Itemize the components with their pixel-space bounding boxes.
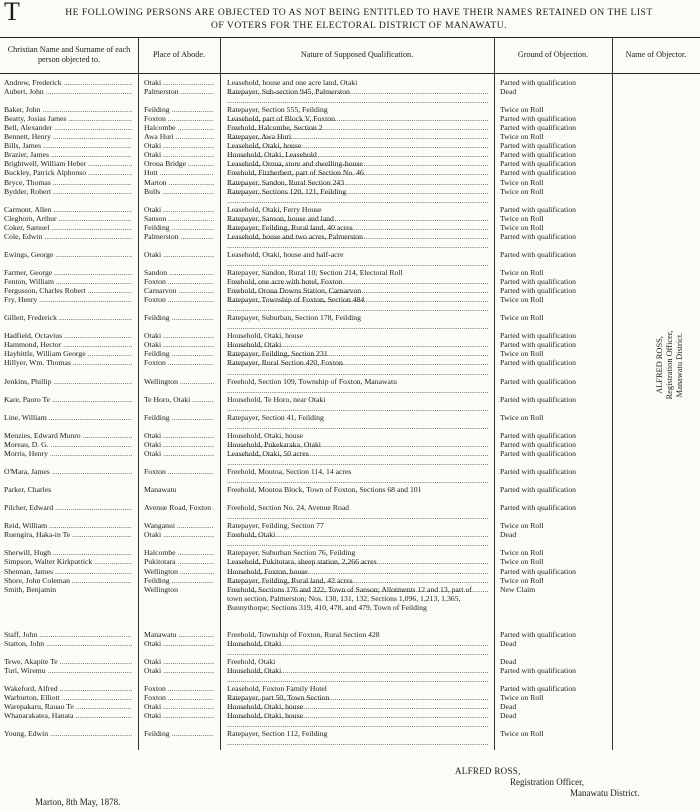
qualification: Freehold, Halcombe, Section 2 .....	[227, 123, 489, 141]
table-row	[0, 123, 700, 132]
qualification: Ratepayer, Township of Foxton, Section 484 .....	[227, 295, 489, 313]
ground-of-objection: Twice on Roll	[500, 729, 544, 739]
qualification: Leasehold, Otaki, Ferry House .....	[227, 205, 489, 223]
ground-of-objection: Parted with qualification	[500, 485, 577, 495]
ground-of-objection: Parted with qualification	[500, 566, 577, 576]
header-line-2: OF VOTERS FOR THE ELECTORAL DISTRICT OF MANAWATU.	[210, 20, 508, 31]
qualification: Freehold, one acre with hotel, Foxton .....	[227, 277, 489, 295]
person-name: Young, Edwin .....	[4, 729, 132, 738]
table-row	[0, 358, 700, 367]
person-name: Brazier, James .....	[4, 150, 132, 159]
person-name: Beatty, Josias James .....	[4, 114, 132, 123]
table-row	[0, 576, 700, 585]
qualification: Ratepayer, Sandon, Rural Section 243 .....	[227, 178, 489, 196]
person-name: Statton, John .....	[4, 639, 132, 648]
table-row	[0, 286, 700, 295]
person-name: Baker, John .....	[4, 105, 132, 114]
place-of-abode: Otaki .....	[144, 711, 214, 720]
place-of-abode: Otaki .....	[144, 141, 214, 150]
qualification: Leasehold, house and two acres, Palmerston .....	[227, 232, 489, 250]
ground-of-objection: Dead	[500, 711, 517, 721]
place-of-abode: Otaki .....	[144, 431, 214, 440]
ground-of-objection: Parted with qualification	[500, 503, 577, 513]
row-spacer	[0, 386, 700, 395]
qualification: Freehold, Sections 176 and 322, Town of Sanson; Allotments 12 and 13, part of town section, Palmerston; Nos. 130, 131, 132, Sections 1,096, 1,213, 1,365, Bunnythorpe; Sections 319, 410, 478, and 479, Town of Feilding	[227, 584, 472, 612]
qualification: Household, Otaki, house .....	[227, 331, 489, 349]
place-of-abode: Awa Huri .....	[144, 132, 214, 141]
ground-of-objection: Parted with qualification	[500, 430, 577, 440]
ground-of-objection: Parted with qualification	[500, 629, 577, 639]
qualification: Ratepayer, Sanson, house and land .....	[227, 214, 489, 232]
row-spacer	[0, 675, 700, 684]
qualification: Household, Otaki, Leasehold .....	[227, 150, 489, 168]
table-row	[0, 548, 700, 557]
table-row	[0, 159, 700, 168]
person-name: Coker, Samuel .....	[4, 223, 132, 232]
person-name: Warepakaru, Rauao Te .....	[4, 702, 132, 711]
qualification: Leasehold, part of Block V, Foxton .....	[227, 114, 489, 132]
person-name: Kare, Paoro Te .....	[4, 395, 132, 404]
place-of-abode: Otaki .....	[144, 702, 214, 711]
ground-of-objection: Twice on Roll	[500, 295, 544, 305]
ground-of-objection: Parted with qualification	[500, 204, 577, 214]
place-of-abode: Foxton .....	[144, 295, 214, 304]
table-row	[0, 449, 700, 458]
ground-of-objection: Dead	[500, 87, 517, 97]
date-line: Marton, 8th May, 1878.	[35, 797, 121, 807]
qualification: Ratepayer, Section 555, Feilding .....	[227, 105, 489, 123]
person-name: Pilcher, Edward .....	[4, 503, 132, 512]
qualification: Leasehold, Foxton Family Hotel .....	[227, 684, 489, 702]
ground-of-objection: Twice on Roll	[500, 177, 544, 187]
row-spacer	[0, 259, 700, 268]
qualification: Ratepayer, Sandon, Rural 10; Section 214, Electoral Roll .....	[227, 268, 489, 286]
qualification: Freehold, Fitzherbert, part of Section No. 46 .....	[227, 168, 489, 186]
place-of-abode: Pukitotara .....	[144, 557, 214, 566]
table-row	[0, 349, 700, 358]
qualification: Freehold, Section 109, Township of Foxton, Manawatu .....	[227, 377, 489, 395]
document-header	[4, 2, 696, 36]
place-of-abode: Feilding .....	[144, 413, 214, 422]
column-header-objector: Name of Objector.	[625, 50, 687, 59]
qualification: Household, Te Horo, near Otaki .....	[227, 395, 489, 413]
person-name: Warburton, Elliott .....	[4, 693, 132, 702]
person-name: Fergusson, Charles Robert .....	[4, 286, 132, 295]
person-name: Farmer, George .....	[4, 268, 132, 277]
ground-of-objection: Parted with qualification	[500, 159, 577, 169]
place-of-abode: Sandon .....	[144, 268, 214, 277]
ground-of-objection: Dead	[500, 657, 517, 666]
person-name: Hadfield, Octavius .....	[4, 331, 132, 340]
ground-of-objection: Parted with qualification	[500, 249, 577, 259]
row-spacer	[0, 422, 700, 431]
qualification: Household, Pukekaraka, Otaki .....	[227, 440, 489, 458]
person-name: Wakeford, Alfred .....	[4, 684, 132, 693]
table-row	[0, 268, 700, 277]
qualification: Household, Otaki .....	[227, 639, 489, 657]
qualification: Ratepayer, Feilding, Rural land, 42 acres .....	[227, 576, 489, 594]
ground-of-objection: Twice on Roll	[500, 349, 544, 359]
person-name: Bydder, Robert .....	[4, 187, 132, 196]
qualification: Ratepayer, Rural Section 420, Foxton .....	[227, 358, 489, 376]
ground-of-objection: Parted with qualification	[500, 439, 577, 449]
place-of-abode: Otaki .....	[144, 150, 214, 159]
ground-of-objection: Twice on Roll	[500, 521, 544, 531]
row-spacer	[0, 720, 700, 729]
qualification: Freehold, Township of Foxton, Rural Section 428 .....	[227, 630, 489, 648]
person-name: Reid, William .....	[4, 521, 132, 530]
person-name: Staff, John .....	[4, 630, 132, 639]
qualification: Ratepayer, Feilding, Rural land, 40 acres .....	[227, 223, 489, 241]
qualification: Ratepayer, Feilding, Section 77 .....	[227, 521, 489, 539]
person-name: Morris, Henry .....	[4, 449, 132, 458]
table-row	[0, 666, 700, 675]
ground-of-objection: Parted with qualification	[500, 286, 577, 296]
ground-of-objection: Parted with qualification	[500, 394, 577, 404]
person-name: Hammond, Hector .....	[4, 340, 132, 349]
table-row	[0, 467, 700, 476]
ground-of-objection: Twice on Roll	[500, 412, 544, 422]
row-spacer	[0, 458, 700, 467]
place-of-abode: Otaki .....	[144, 340, 214, 349]
place-of-abode: Manawatu .....	[144, 630, 214, 639]
ground-of-objection: Twice on Roll	[500, 693, 544, 703]
table-row	[0, 729, 700, 738]
place-of-abode: Feilding .....	[144, 313, 214, 322]
qualification: Ratepayer, Awa Huri .....	[227, 132, 489, 150]
ground-of-objection: New Claim	[500, 584, 536, 594]
place-of-abode: Wellington .....	[144, 377, 214, 386]
table-row	[0, 187, 700, 196]
table-row	[0, 313, 700, 322]
qualification: Freehold, Moutoa, Section 114, 14 acres .....	[227, 467, 489, 485]
person-name: Gillett, Frederick .....	[4, 313, 132, 322]
place-of-abode: Wanganui .....	[144, 521, 214, 530]
qualification: Ratepayer, Section 112, Feilding .....	[227, 729, 489, 747]
place-of-abode: Otaki .....	[144, 449, 214, 458]
table-row	[0, 567, 700, 576]
place-of-abode: Te Horo, Otaki .....	[144, 395, 214, 404]
place-of-abode: Hutt .....	[144, 168, 214, 177]
place-of-abode: Otaki .....	[144, 530, 214, 539]
ground-of-objection: Parted with qualification	[500, 150, 577, 160]
table-row	[0, 205, 700, 214]
place-of-abode: Foxton .....	[144, 358, 214, 367]
row-spacer	[0, 304, 700, 313]
table-row	[0, 440, 700, 449]
table-row	[0, 105, 700, 114]
objection-table	[0, 78, 700, 738]
place-of-abode: Wellington .....	[144, 567, 214, 576]
place-of-abode: Halcombe .....	[144, 123, 214, 132]
table-row	[0, 684, 700, 693]
table-row	[0, 639, 700, 648]
ground-of-objection: Parted with qualification	[500, 467, 577, 477]
row-spacer	[0, 322, 700, 331]
dropcap: T	[4, 0, 20, 26]
ground-of-objection: Twice on Roll	[500, 132, 544, 142]
place-of-abode: Palmerston .....	[144, 232, 214, 241]
place-of-abode: Foxton .....	[144, 114, 214, 123]
table-row	[0, 178, 700, 187]
row-spacer	[0, 404, 700, 413]
row-spacer	[0, 539, 700, 548]
table-row	[0, 521, 700, 530]
table-row	[0, 150, 700, 159]
ground-of-objection: Parted with qualification	[500, 358, 577, 368]
ground-of-objection: Parted with qualification	[500, 78, 577, 87]
ground-of-objection: Parted with qualification	[500, 684, 577, 694]
place-of-abode: Foxton .....	[144, 277, 214, 286]
place-of-abode: Marton .....	[144, 178, 214, 187]
person-name: Parker, Charles	[4, 485, 52, 495]
place-of-abode: Halcombe .....	[144, 548, 214, 557]
place-of-abode: Feilding .....	[144, 349, 214, 358]
table-row	[0, 214, 700, 223]
table-row	[0, 132, 700, 141]
person-name: Aubert, John .....	[4, 87, 132, 96]
ground-of-objection: Parted with qualification	[500, 448, 577, 458]
signature-block	[455, 766, 639, 799]
qualification: Leasehold, Oroua, store and dwelling-house .....	[227, 159, 489, 177]
ground-of-objection: Parted with qualification	[500, 666, 577, 676]
table-row	[0, 503, 700, 512]
row-spacer	[0, 648, 700, 657]
person-name: Bryce, Thomas .....	[4, 178, 132, 187]
qualification: Leasehold, Pukitotara, sheep station, 2,266 acres .....	[227, 557, 489, 575]
place-of-abode: Feilding .....	[144, 223, 214, 232]
table-row	[0, 711, 700, 720]
column-header-name: Christian Name and Surname of each person objected to.	[7, 45, 131, 64]
table-row	[0, 530, 700, 539]
header-line-1: HE FOLLOWING PERSONS ARE OBJECTED TO AS NOT BEING ENTITLED TO HAVE THEIR NAMES RETAINED ON THE LIST	[65, 7, 653, 18]
person-name: Ruengira, Haka-in Te .....	[4, 530, 132, 539]
table-row	[0, 431, 700, 440]
ground-of-objection: Twice on Roll	[500, 222, 544, 232]
ground-of-objection: Parted with qualification	[500, 123, 577, 133]
table-row	[0, 168, 700, 177]
person-name: Tewe, Akapite Te .....	[4, 657, 132, 666]
place-of-abode: Otaki .....	[144, 666, 214, 675]
ground-of-objection: Twice on Roll	[500, 557, 544, 567]
qualification: Ratepayer, Suburban, Section 178, Feilding .....	[227, 313, 489, 331]
person-name: Shore, John Coleman .....	[4, 576, 132, 585]
row-spacer	[0, 512, 700, 521]
qualification: Leasehold, house and one acre land, Otaki .....	[227, 78, 489, 96]
ground-of-objection: Twice on Roll	[500, 105, 544, 115]
table-row	[0, 277, 700, 286]
qualification: Ratepayer, Sections 120, 121, Feilding .....	[227, 187, 489, 205]
qualification: Household, Otaki, house .....	[227, 702, 489, 720]
ground-of-objection: Twice on Roll	[500, 548, 544, 558]
qualification: Freehold, Otaki .....	[227, 657, 489, 675]
objector-district: Manawatu District.	[675, 332, 684, 398]
person-name: Cleghorn, Arthur .....	[4, 214, 132, 223]
place-of-abode: Foxton .....	[144, 684, 214, 693]
ground-of-objection: Parted with qualification	[500, 231, 577, 241]
place-of-abode: Otaki .....	[144, 657, 214, 666]
qualification: Leasehold, Otaki, 50 acres .....	[227, 449, 489, 467]
row-spacer	[0, 621, 700, 630]
ground-of-objection: Parted with qualification	[500, 277, 577, 287]
qualification: Household, Foxton, house .....	[227, 567, 489, 585]
table-row	[0, 223, 700, 232]
place-of-abode: Otaki .....	[144, 78, 214, 87]
place-of-abode: Otaki .....	[144, 440, 214, 449]
person-name: Bennett, Henry .....	[4, 132, 132, 141]
place-of-abode: Bulls .....	[144, 187, 214, 196]
person-name: Simpson, Walter Kirkpatrick .....	[4, 557, 132, 566]
place-of-abode: Otaki .....	[144, 205, 214, 214]
table-header-rule	[0, 73, 700, 74]
person-name: Bell, Alexander .....	[4, 123, 132, 132]
table-row	[0, 87, 700, 96]
person-name: Buckley, Patrick Alphonso .....	[4, 168, 132, 177]
row-spacer	[0, 476, 700, 485]
table-row	[0, 331, 700, 340]
row-spacer	[0, 96, 700, 105]
ground-of-objection: Twice on Roll	[500, 313, 544, 323]
person-name: O'Mara, James .....	[4, 467, 132, 476]
column-header-ground: Ground of Objection.	[517, 50, 589, 59]
ground-of-objection: Twice on Roll	[500, 186, 544, 196]
objector-column	[630, 280, 690, 480]
table-row	[0, 630, 700, 639]
table-row	[0, 78, 700, 87]
ground-of-objection: Parted with qualification	[500, 168, 577, 178]
person-name: Carmont, Allen .....	[4, 205, 132, 214]
ground-of-objection: Twice on Roll	[500, 213, 544, 223]
person-name: Turi, Wiremu .....	[4, 666, 132, 675]
qualification: Household, Otaki, house .....	[227, 431, 489, 449]
table-row	[0, 377, 700, 386]
person-name: Jenkins, Phillip .....	[4, 377, 132, 386]
place-of-abode: Otaki .....	[144, 331, 214, 340]
qualification: Freehold, Oroua Downs Station, Carnarvon .....	[227, 286, 489, 304]
qualification: Ratepayer, Sub-section 945, Palmerston .....	[227, 87, 489, 105]
qualification: Ratepayer, part 50, Town Section .....	[227, 693, 489, 711]
person-name: Ewings, George .....	[4, 250, 132, 259]
person-name: Smith, Benjamin	[4, 584, 57, 594]
person-name: Bills, James .....	[4, 141, 132, 150]
signature-title: Registration Officer,	[510, 777, 584, 787]
objector-title: Registration Officer,	[665, 330, 674, 400]
qualification: Household, Otaki .....	[227, 340, 489, 358]
qualification: Household, Otaki .....	[227, 666, 489, 684]
qualification: Leasehold, Otaki, house .....	[227, 141, 489, 159]
ground-of-objection: Twice on Roll	[500, 267, 544, 277]
table-row	[0, 340, 700, 349]
place-of-abode: Feilding .....	[144, 576, 214, 585]
signature-name: ALFRED ROSS,	[455, 766, 521, 776]
objector-text	[655, 265, 685, 465]
ground-of-objection: Dead	[500, 702, 517, 712]
place-of-abode: Otaki .....	[144, 639, 214, 648]
table-row	[0, 295, 700, 304]
ground-of-objection: Parted with qualification	[500, 114, 577, 124]
table-row	[0, 232, 700, 241]
place-of-abode: Avenue Road, Foxton .....	[144, 503, 214, 512]
table-row	[0, 114, 700, 123]
place-of-abode: Wellington	[144, 584, 178, 594]
row-spacer	[0, 368, 700, 377]
table-row	[0, 141, 700, 150]
person-name: Fry, Henry .....	[4, 295, 132, 304]
ground-of-objection: Parted with qualification	[500, 340, 577, 350]
table-row	[0, 702, 700, 711]
person-name: Fenton, William .....	[4, 277, 132, 286]
table-row	[0, 395, 700, 404]
ground-of-objection: Twice on Roll	[500, 575, 544, 585]
person-name: Menzies, Edward Munro .....	[4, 431, 132, 440]
ground-of-objection: Parted with qualification	[500, 331, 577, 341]
table-row	[0, 585, 700, 621]
ground-of-objection: Parted with qualification	[500, 141, 577, 151]
place-of-abode: Feilding .....	[144, 729, 214, 738]
person-name: Shennan, James .....	[4, 567, 132, 576]
person-name: Andrew, Frederick .....	[4, 78, 132, 87]
place-of-abode: Manawatu	[144, 485, 177, 495]
qualification: Leasehold, Otaki, house and half-acre .....	[227, 250, 489, 268]
place-of-abode: Carnarvon .....	[144, 286, 214, 295]
person-name: Sherwill, Hugh .....	[4, 548, 132, 557]
ground-of-objection: Dead	[500, 530, 517, 540]
place-of-abode: Oroua Bridge .....	[144, 159, 214, 168]
qualification: Freehold, Otaki .....	[227, 530, 489, 548]
column-header-qualification: Nature of Supposed Qualification.	[300, 50, 414, 59]
table-row	[0, 485, 700, 503]
person-name: Cole, Edwin .....	[4, 232, 132, 241]
signature-district: Manawatu District.	[570, 788, 640, 798]
place-of-abode: Foxton .....	[144, 693, 214, 702]
table-row	[0, 693, 700, 702]
person-name: Haybittle, William George .....	[4, 349, 132, 358]
person-name: Moreau, D. G. .....	[4, 440, 132, 449]
qualification: Freehold, Section No. 24, Avenue Road .....	[227, 503, 489, 521]
table-row	[0, 557, 700, 566]
person-name: Hillyer, Wm. Thomas .....	[4, 358, 132, 367]
table-row	[0, 657, 700, 666]
qualification: Household, Otaki, house .....	[227, 711, 489, 729]
place-of-abode: Sanson .....	[144, 214, 214, 223]
place-of-abode: Foxton .....	[144, 467, 214, 476]
person-name: Brightwell, William Heber .....	[4, 159, 132, 168]
objector-name: ALFRED ROSS,	[655, 336, 664, 394]
row-spacer	[0, 196, 700, 205]
ground-of-objection: Dead	[500, 638, 517, 648]
header-title	[22, 6, 696, 32]
table-row	[0, 413, 700, 422]
person-name: Whanarakatea, Hanata .....	[4, 711, 132, 720]
place-of-abode: Palmerston .....	[144, 87, 214, 96]
row-spacer	[0, 241, 700, 250]
qualification: Ratepayer, Suburban Section 76, Feilding .....	[227, 548, 489, 566]
qualification: Freehold, Moutoa Block, Town of Foxton, Sections 68 and 101	[227, 485, 422, 495]
person-name: Line, William .....	[4, 413, 132, 422]
place-of-abode: Otaki .....	[144, 250, 214, 259]
qualification: Ratepayer, Feilding, Section 231 .....	[227, 349, 489, 367]
place-of-abode: Feilding .....	[144, 105, 214, 114]
table-row	[0, 250, 700, 259]
ground-of-objection: Parted with qualification	[500, 376, 577, 386]
column-header-abode: Place of Abode.	[152, 50, 206, 59]
qualification: Ratepayer, Section 41, Feilding .....	[227, 413, 489, 431]
